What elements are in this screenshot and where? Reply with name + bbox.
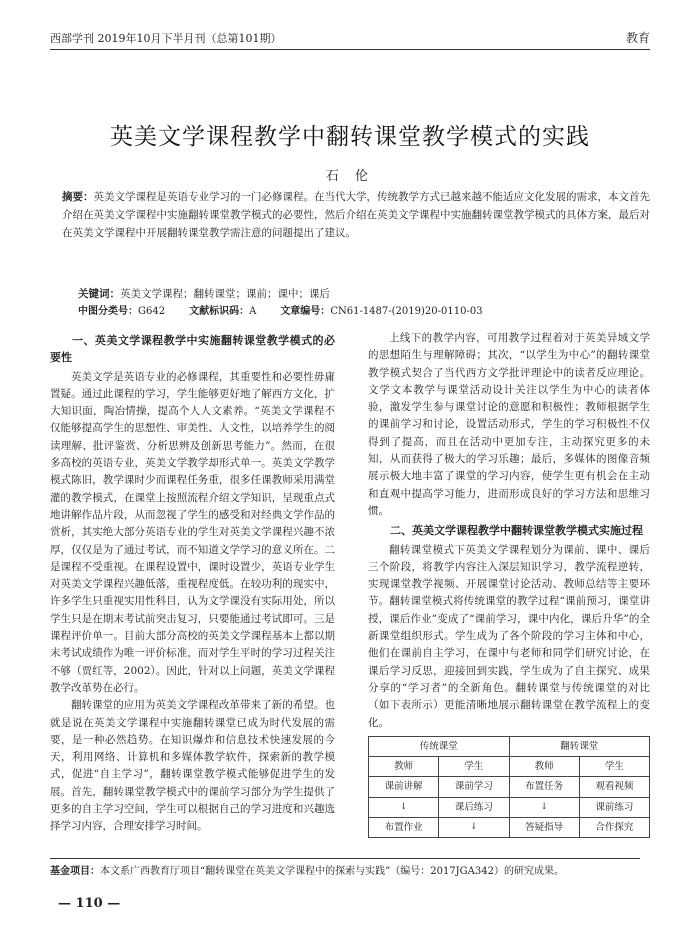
right-column <box>368 330 650 838</box>
paragraph: 上线下的教学内容，可用教学过程着对于英美异域文学的思想陌生与理解障碍；其次，“以学生为中心”的翻转课堂教学模式契合了当代西方文学批评理论中的读者反应理论。文学文本教学与课堂活动设计关注以学生为中心的读者体验，激发学生参与课堂讨论的意愿和积极性；教师根据学生的课前学习和讨论，设置活动形式，学生的学习积极性不仅得到了提高，而且在活动中更加专注，主动探究更多的未知，从而获得了极大的学习乐趣；最后，多媒体的图像音频展示极大地丰富了课堂的学习内容，使学生更有机会在主动和直观中提高学习能力，进而形成良好的学习方法和思维习惯。 <box>368 332 650 517</box>
doc-code-value: A <box>249 306 257 317</box>
article-title: 英美文学课程教学中翻转课堂教学模式的实践 <box>110 124 590 150</box>
section-name: 教育 <box>625 31 650 45</box>
table-arrow: ↓ <box>439 818 509 838</box>
abstract-label: 摘要： <box>62 191 94 203</box>
abstract-text: 英美文学课程是英语专业学习的一门必修课程。在当代大学，传统教学方式已越来越不能适应文化发展的需求，本文首先介绍在英美文学课程中实施翻转课堂教学模式的必要性，然后介绍在英美文学课程中实施翻转课堂教学模式的具体方案，最后对在英美文学课程中开展翻转课堂教学需注意的问题提出了建议。 <box>62 191 650 239</box>
table-cell: 布置作业 <box>369 818 439 838</box>
table-cell: 课前讲解 <box>369 777 439 797</box>
table-arrow: ↓ <box>369 797 439 817</box>
funding-label: 基金项目： <box>50 866 100 877</box>
running-header <box>50 20 650 50</box>
left-column <box>50 330 335 836</box>
clc-label: 中图分类号： <box>78 306 138 317</box>
article-number-label: 文章编号： <box>280 306 331 317</box>
table-cell: 布置任务 <box>509 777 579 797</box>
page-number: — 110 — <box>58 896 121 911</box>
keywords-label: 关键词： <box>78 288 120 300</box>
table-cell: 答疑指导 <box>509 818 579 838</box>
table-cell: 课后练习 <box>439 797 509 817</box>
keywords-text: 英美文学课程；翻转课堂；课前；课中；课后 <box>120 288 330 300</box>
table-cell: 观看视频 <box>579 777 649 797</box>
comparison-table <box>368 736 650 838</box>
abstract <box>62 188 650 242</box>
section-heading-2: 二、英美文学课程教学中翻转课堂教学模式实施过程 <box>390 524 643 538</box>
paragraph: 英美文学是英语专业的必修课程，其重要性和必要性毋庸置疑。通过此课程的学习，学生能够更好地了解西方文化，扩大知识面，陶冶情操，提高个人人文素养。“英美文学课程不仅能够提高学生的思想性、审美性、人文性，以培养学生的阅读理解、批评鉴赏、分析思辨及创新思考能力”。然而，在很多高校的英语专业，英美文学教学却形式单一。英美文学教学模式陈旧，教学课时少而课程任务重，很多任课教师采用满堂灌的教学模式，在课堂上按照流程介绍文学知识，呈现重点式地讲解作品片段，从而忽视了学生的感受和对经典文学作品的赏析，其实绝大部分英语专业的学生对英美文学课程兴趣不浓厚，仅仅是为了通过考试，而不知道文学学习的意义所在。二是课程不受重视。在课程设置中，课时设置少，英语专业学生对英美文学课程兴趣低落，重视程度低。在较功利的现实中，许多学生只重视实用性科目，认为文学课没有实际用处，所以学生只是在期末考试前突击复习，只要能通过考试即可。三是课程评价单一。目前大部分高校的英美文学课程基本上都以期末考试成绩作为唯一评价标准，而对学生平时的学习过程关注不够（贾红等，2002）。因此，针对以上问题，英美文学课程教学改革势在必行。 <box>50 370 335 694</box>
paragraph: 翻转课堂模式下英美文学课程划分为课前、课中、课后三个阶段，将教学内容注入深层知识学习，教学流程逆转，实现课堂教学视频、开展课堂讨论活动、教师总结等主要环节。翻转课堂模式将传统课堂的教学过程“课前预习，课堂讲授，课后作业”变成了“课前学习，课中内化，课后升华”的全新课堂组织形式。学生成为了各个阶段的学习主体和中心，他们在课前自主学习，在课中与老师和同学们研究讨论，在课后学习反思，迎接回到实践，学生成为了自主探究、成果分享的“学习者”的全新角色。翻转课堂与传统课堂的对比（如下表所示）更能清晰地展示翻转课堂在教学流程上的变化。 <box>368 543 650 729</box>
table-subheader: 学生 <box>579 757 649 777</box>
journal-name: 西部学刊 2019年10月下半月刊（总第101期） <box>50 32 282 45</box>
clc-value: G642 <box>138 306 166 317</box>
doc-code-label: 文献标识码： <box>189 306 250 317</box>
classification-line <box>78 303 640 321</box>
author-name: 石 伦 <box>325 169 375 184</box>
paragraph: 翻转课堂的应用为英美文学课程改革带来了新的希望。也就是说在英美文学课程中实施翻转课堂已成为时代发展的需要，是一种必然趋势。在知识爆炸和信息技术快速发展的今天，利用网络、计算机和多媒体教学软件，探索新的教学模式，促进“自主学习”，翻转课堂教学模式能够促进学生的发展。首先，翻转课堂教学模式中的课前学习部分为学生提供了更多的自主学习空间，学生可以根据自己的学习进度和兴趣选择学习内容，合理安排学习时间。 <box>50 699 335 833</box>
table-arrow: ↓ <box>509 797 579 817</box>
table-subheader: 学生 <box>439 757 509 777</box>
table-cell: 课前学习 <box>439 777 509 797</box>
table-header: 传统课堂 <box>369 736 510 756</box>
funding-text: 本文系广西教育厅项目“翻转课堂在英美文学课程中的探索与实践”（编号：2017JGA342）的研究成果。 <box>100 866 564 877</box>
table-header: 翻转课堂 <box>509 736 650 756</box>
table-subheader: 教师 <box>369 757 439 777</box>
footnote-divider <box>50 858 640 859</box>
funding-note <box>50 862 650 877</box>
article-number-value: CN61-1487-(2019)20-0110-03 <box>330 306 483 317</box>
table-cell: 合作探究 <box>579 818 649 838</box>
section-heading-1: 一、英美文学课程教学中实施翻转课堂教学模式的必要性 <box>50 334 335 365</box>
table-subheader: 教师 <box>509 757 579 777</box>
table-cell: 课前练习 <box>579 797 649 817</box>
keywords <box>78 285 650 303</box>
